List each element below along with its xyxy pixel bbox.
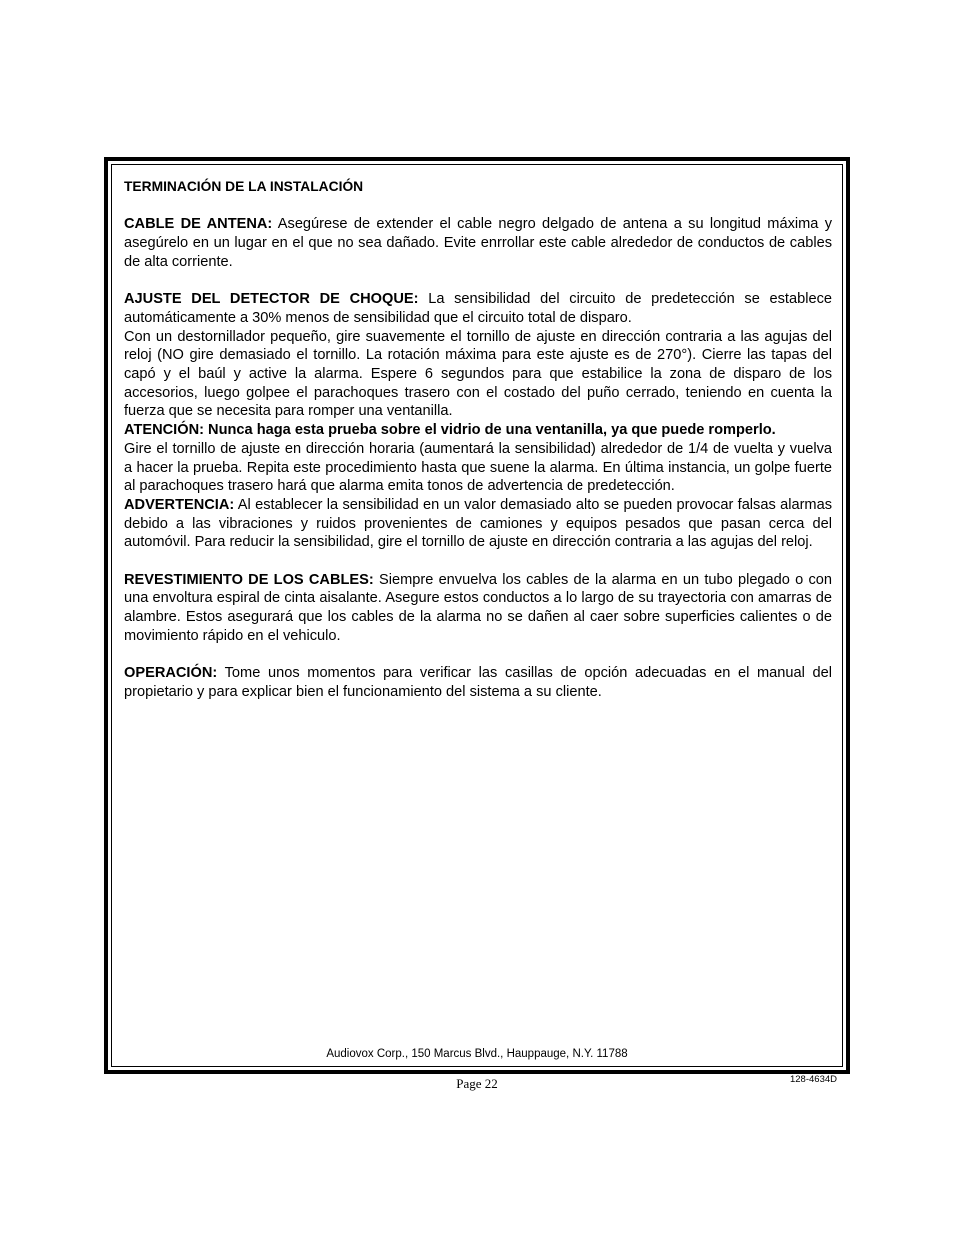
spacer [124,646,832,665]
document-code: 128-4634D [789,1074,837,1085]
paragraph-revestimiento [124,571,832,646]
label-cable-antena: CABLE DE ANTENA: [124,216,273,233]
text-advertencia: Al establecer la sensibilidad en un valor demasiado alto se pueden provocar falsas alarmas debido a las vibraciones y ruidos provenientes de camiones y equipos pesados que pasan cerca del automóvil. Para reducir la sensibilidad, gire el tornillo de ajuste en dirección contraria a las agujas del reloj. [124,496,832,551]
paragraph-tornillo-horaria: Gire el tornillo de ajuste en dirección horaria (aumentará la sensibilidad) alrededor de 1/4 de vuelta y vuelva a hacer la prueba. Repita este procedimiento hasta que suene la alarma. En última instancia, un golpe fuerte al parachoques trasero hará que alarma emita tonos de advertencia de predetección. [124,440,832,495]
text-detector-choque: La sensibilidad del circuito de predetección se establece automáticamente a 30% menos de sensibilidad que el circuito total de disparo. [124,291,832,326]
paragraph-detector-choque [124,290,832,327]
label-detector-choque: AJUSTE DEL DETECTOR DE CHOQUE: [124,291,419,308]
text-cable-antena: Asegúrese de extender el cable negro delgado de antena a su longitud máxima y asegúrelo en un lugar en el que no sea dañado. Evite enrrollar este cable alrededor de conductos de cables de alta corriente. [124,216,832,270]
label-operacion: OPERACIÓN: [124,665,218,682]
section-heading: TERMINACIÓN DE LA INSTALACIÓN [124,179,364,194]
paragraph-cable-antena [124,215,832,271]
document-body [124,178,832,702]
text-operacion: Tome unos momentos para verificar las casillas de opción adecuadas en el manual del propietario y para explicar bien el funcionamiento del sistema a su cliente. [124,665,832,700]
footer-address: Audiovox Corp., 150 Marcus Blvd., Hauppauge, N.Y. 11788 [326,1048,628,1060]
page-number: Page 22 [456,1076,498,1091]
spacer [124,552,832,571]
paragraph-advertencia [124,496,832,552]
paragraph-destornillador: Con un destornillador pequeño, gire suavemente el tornillo de ajuste en dirección contraria a las agujas del reloj (NO gire demasiado el tornillo. La rotación máxima para este ajuste es de 270°). Cierre las tapas del capó y el baúl y active la alarma. Espere 6 segundos para que estabilice la zona de disparo de los accesorios, luego golpee el parachoques trasero con el costado del puño cerrado, teniendo en cuenta la fuerza que se necesita para romper una ventanilla. [124,328,832,420]
paragraph-operacion [124,664,832,701]
label-advertencia: ADVERTENCIA: [124,496,235,513]
spacer [124,272,832,291]
label-revestimiento: REVESTIMIENTO DE LOS CABLES: [124,571,374,588]
spacer [124,197,832,216]
text-revestimiento: Siempre envuelva los cables de la alarma en un tubo plegado o con una envoltura espiral de cinta aisalante. Asegure estos conductos a lo largo de su trayectoria con amarras de alambre. Estos asegurará que los cables de la alarma no se dañen al caer sobre superficies calientes o de movimiento rápido en el vehiculo. [124,571,833,644]
paragraph-atencion: ATENCIÓN: Nunca haga esta prueba sobre el vidrio de una ventanilla, ya que puede romperlo. [124,422,776,439]
